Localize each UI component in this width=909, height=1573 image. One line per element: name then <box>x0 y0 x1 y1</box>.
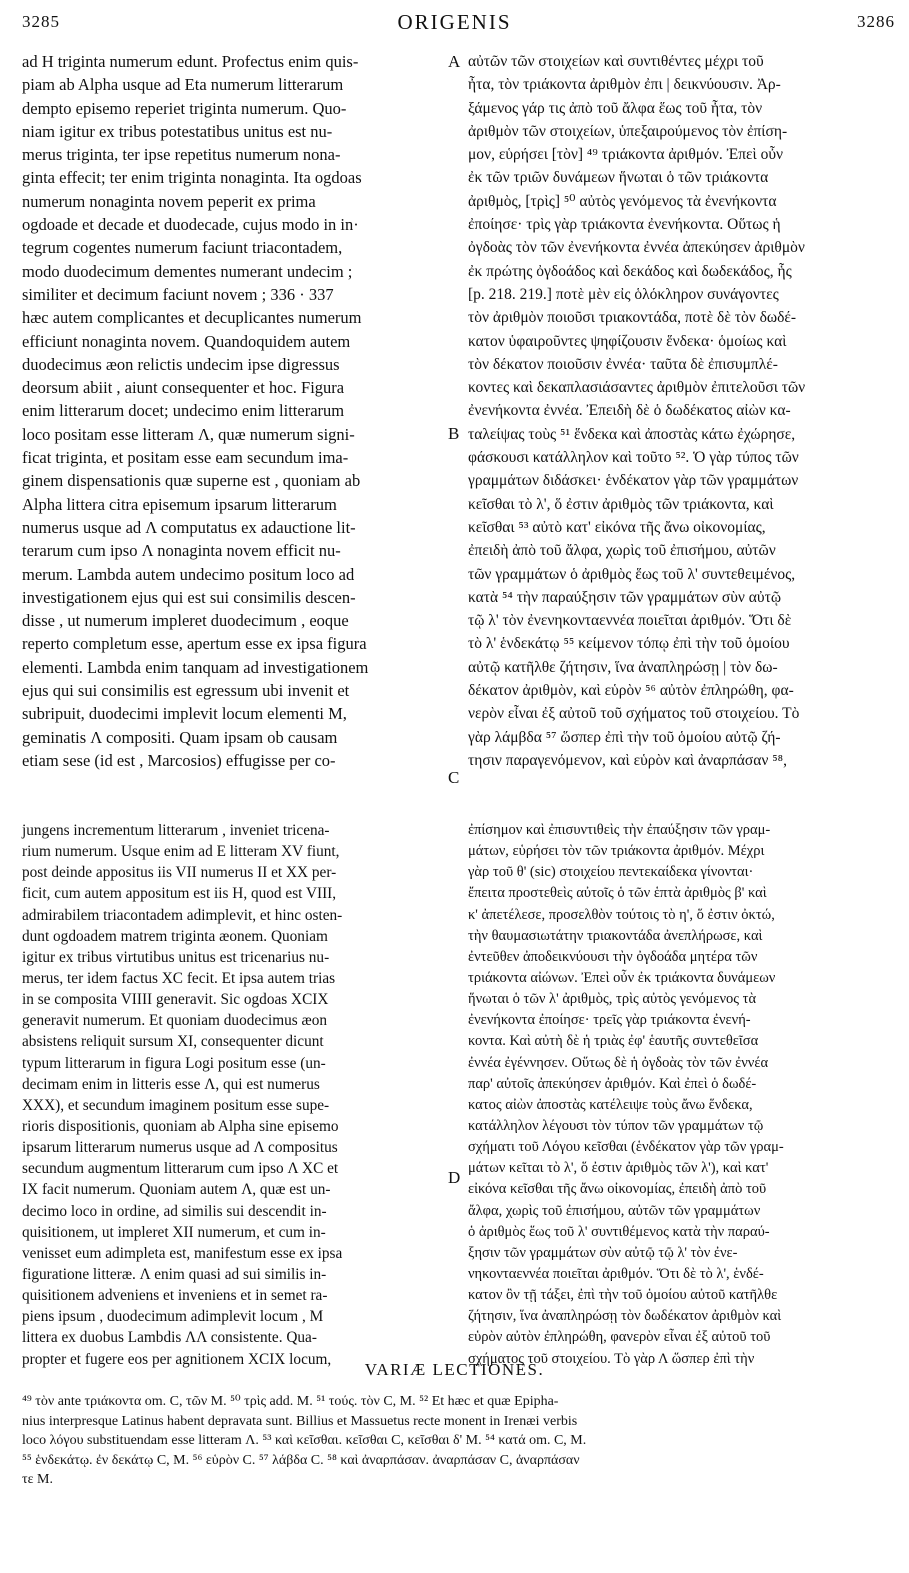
greek-line: ταλείψας τοὺς ⁵¹ ἕνδεκα καὶ ἀποστὰς κάτω ἐχώρησε, <box>468 425 796 443</box>
latin-line: decimam enim in litteris esse Λ, qui est numerus <box>22 1075 320 1093</box>
greek-line: γραμμάτων διδάσκει· ἑνδέκατον γὰρ τῶν γραμμάτων <box>468 472 799 490</box>
latin-line: ficit, cum autem appositum est iis H, quod est VIII, <box>22 885 337 903</box>
greek-line: κατος αἰὼν ἀποστὰς κατέλειψε τοὺς ἄνω ἕνδεκα, <box>468 1096 753 1113</box>
margin-marker-b: B <box>448 424 460 443</box>
latin-line: typum litterarum in figura Logi positum esse (un- <box>22 1054 326 1072</box>
latin-line: in se composita VIIII generavit. Sic ogdoas XCIX <box>22 991 329 1009</box>
greek-line: ἐκ πρώτης ὀγδοάδος καὶ δεκάδος καὶ δωδεκάδος, ἧς <box>468 262 792 280</box>
greek-line: δέκατον ἀριθμὸν, καὶ εὑρὸν ⁵⁶ αὐτὸν ἐπληρώθη, φα- <box>468 682 794 700</box>
latin-line: rioris dispositionis, quoniam ab Alpha sine episemo <box>22 1117 339 1135</box>
latin-line: ginem dispensationis quæ superne est , quoniam ab <box>22 471 361 491</box>
latin-line: IX facit numerum. Quoniam autem Λ, quæ est un- <box>22 1181 331 1199</box>
greek-line: κεῖσθαι τὸ λ', ὅ ἐστιν ἀριθμὸς τῶν τριάκοντα, καὶ <box>468 495 774 513</box>
greek-column-top <box>468 50 896 772</box>
latin-line: niam igitur ex tribus potestatibus unitus est nu- <box>22 121 333 141</box>
latin-line: decimo loco in ordine, ad similis sui descendit in- <box>22 1202 327 1220</box>
latin-line: reperto completum esse, apertum esse ex ipsa figura <box>22 634 367 654</box>
latin-line: duodecimus æon relictis undecim ipse digressus <box>22 354 340 374</box>
latin-line: propter et fugere eos per agnitionem XCIX locum, <box>22 1350 332 1368</box>
greek-line: ἐκ τῶν τριῶν δυνάμεων ἥνωται ὁ τῶν τριάκοντα <box>468 169 769 187</box>
latin-line: enim litterarum docet; undecimo enim litterarum <box>22 401 345 421</box>
greek-line: τῶν γραμμάτων ὁ ἀριθμὸς ἕως τοῦ λ' συντεθειμένος, <box>468 565 796 583</box>
greek-line: αὐτῶν τῶν στοιχείων καὶ συντιθέντες μέχρι τοῦ <box>468 53 764 70</box>
greek-line: ἐννέα ἐγέννησεν. Οὕτως δὲ ἡ ὀγδοὰς τὸν τῶν ἐννέα <box>468 1054 769 1071</box>
greek-line: φάσκουσι κατάλληλον καὶ τοῦτο ⁵². Ὁ γὰρ τύπος τῶν <box>468 449 799 467</box>
greek-line: ζήτησιν, ἵνα ἀναπληρώσῃ τὸν δωδέκατον ἀριθμὸν καὶ <box>468 1308 782 1325</box>
latin-line: figuratione litteræ. Λ enim quasi ad sui similis in- <box>22 1265 327 1283</box>
latin-line: post deinde appositus iis VII numerus II et XX per- <box>22 864 337 882</box>
latin-line: tegrum cogentes numerum faciunt triacontadem, <box>22 238 343 258</box>
greek-line: αὐτῷ κατῆλθε ζήτησιν, ἵνα ἀναπληρώσῃ | τὸν δω- <box>468 658 778 676</box>
latin-line: subripuit, duodecimi implevit locum elementi M, <box>22 704 347 724</box>
latin-line: merus triginta, ter ipse repetitus numerum nona- <box>22 145 341 165</box>
greek-line: ξάμενος γάρ τις ἀπὸ τοῦ ἄλφα ἕως τοῦ ἦτα, τὸν <box>468 99 763 117</box>
latin-line: secundum augmentum litterarum cum ipso Λ XC et <box>22 1160 339 1178</box>
latin-line: deorsum abiit , aiunt consequenter et hoc. Figura <box>22 378 345 398</box>
latin-line: etiam sese (id est , Marcosios) effugisse per co- <box>22 750 336 770</box>
greek-line: ἦτα, τὸν τριάκοντα ἀριθμὸν ἐπι | δεικνύουσιν. Ἀρ- <box>468 76 781 94</box>
greek-line: ὁ ἀριθμὸς ἕως τοῦ λ' συντιθέμενος κατὰ τὴν παραύ- <box>468 1223 770 1240</box>
greek-line: ἀριθμὸν τῶν στοιχείων, ὑπεξαιρούμενος τὸν ἐπίση- <box>468 122 788 140</box>
greek-line: τὸ λ' ἑνδεκάτῳ ⁵⁵ κείμενον τόπῳ ἐπὶ τὴν τοῦ ὁμοίου <box>468 635 790 653</box>
greek-line: ἄλφα, χωρὶς τοῦ ἐπισήμου, αὐτῶν τῶν γραμμάτων <box>468 1202 761 1219</box>
page-number-right: 3286 <box>857 12 895 31</box>
latin-line: efficiunt nonaginta novem. Quandoquidem autem <box>22 331 351 351</box>
greek-line: εὑρὸν αὐτὸν ἐπληρώθη, φανερὸν εἶναι ἐξ αὐτοῦ τοῦ <box>468 1329 771 1346</box>
greek-line: τὴν θαυμασιωτάτην τριακοντάδα ἀνεπλήρωσε, καὶ <box>468 927 763 944</box>
greek-line: ἔπειτα προστεθεὶς αὐτοῖς ὁ τῶν ἑπτὰ ἀριθμὸς β' καὶ <box>468 885 767 902</box>
footnotes <box>22 1392 892 1490</box>
footnote-line: ⁴⁹ τὸν ante τριάκοντα om. C, τῶν M. ⁵⁰ τρὶς add. M. ⁵¹ τούς. τὸν C, M. ⁵² Et hæc et quæ Epipha- <box>22 1394 559 1409</box>
footnote-line: nius interpresque Latinus habent depravata sunt. Billius et Massuetus recte monent in Irenæi verbis <box>22 1413 578 1429</box>
latin-line: hæc autem complicantes et decuplicantes numerum <box>22 308 362 328</box>
footnote-line: τε M. <box>22 1472 53 1487</box>
greek-line: παρ' αὐτοῖς ἀπεκύησεν ἀριθμόν. Καὶ ἐπεὶ ὁ δωδέ- <box>468 1075 757 1092</box>
latin-line: dunt ogdoadem matrem triginta æonem. Quoniam <box>22 927 328 945</box>
margin-marker-d: D <box>448 1168 461 1187</box>
latin-line: ad H triginta numerum edunt. Profectus enim quis- <box>22 52 359 71</box>
greek-line: τὸν δέκατον ποιοῦσιν ἐννέα· ταῦτα δὲ ἐπισυμπλέ- <box>468 355 778 373</box>
latin-line: jungens incrementum litterarum , inveniet tricena- <box>22 822 330 839</box>
latin-line: dempto episemo reperiet triginta numerum. Quo- <box>22 98 347 118</box>
greek-line: νερὸν εἶναι ἐξ αὐτοῦ τοῦ σχήματος τοῦ στοιχείου. Τὸ <box>468 705 800 723</box>
greek-line: κατον ὑφαιροῦντες ψηφίζουσιν ἕνδεκα· ὁμοίως καὶ <box>468 332 787 350</box>
latin-line: elementi. Lambda enim tanquam ad investigationem <box>22 657 369 677</box>
latin-line: loco positam esse litteram Λ, quæ numerum signi- <box>22 424 355 444</box>
variae-lectiones-heading: VARIÆ LECTIONES. <box>364 1360 545 1379</box>
greek-line: κατον ὂν τῇ τάξει, ἐπὶ τὴν τοῦ ὁμοίου αὐτοῦ κατῆλθε <box>468 1287 778 1304</box>
greek-line: ἐντεῦθεν ἀποδεικνύουσι τὴν ὀγδοάδα μητέρα τῶν <box>468 948 758 965</box>
latin-line: XXX), et secundum imaginem positum esse supe- <box>22 1096 330 1114</box>
greek-line: ὀγδοὰς τὸν τῶν ἐνενήκοντα ἐννέα ἀπεκύησεν ἀριθμὸν <box>468 239 805 257</box>
latin-column-top <box>22 50 436 772</box>
latin-line: generavit numerum. Et quoniam duodecimus æon <box>22 1012 328 1030</box>
greek-line: ἐπειδὴ ἀπὸ τοῦ ἄλφα, χωρὶς τοῦ ἐπισήμου, αὐτῶν <box>468 542 776 560</box>
latin-line: ginta effecit; ter enim triginta nonaginta. Ita ogdoas <box>22 168 362 188</box>
latin-line: merus, ter idem factus XC fecit. Et ipsa autem trias <box>22 969 336 987</box>
greek-line: κατάλληλον λέγουσι τὸν τύπον τῶν γραμμάτων τῷ <box>468 1117 764 1134</box>
latin-line: ejus qui sui consimilis est egressum ubi invenit et <box>22 681 350 701</box>
latin-column-bottom <box>22 820 436 1370</box>
greek-line: μον, εὑρήσει [τὸν] ⁴⁹ τριάκοντα ἀριθμόν. Ἐπεὶ οὖν <box>468 146 784 164</box>
footnote-line: ⁵⁵ ἑνδεκάτῳ. ἐν δεκάτῳ C, M. ⁵⁶ εὑρὸν C. ⁵⁷ λάβδα C. ⁵⁸ καὶ ἀναρπάσαν. ἀναρπάσαν C, ἀναρπάσαν <box>22 1452 580 1468</box>
greek-line: μάτων, εὑρήσει τὸν τῶν τριάκοντα ἀριθμόν. Μέχρι <box>468 843 765 860</box>
latin-line: numerum nonaginta novem peperit ex prima <box>22 191 316 211</box>
greek-line: εἰκόνα κεῖσθαι τῆς ἄνω οἰκονομίας, ἐπειδὴ ἀπὸ τοῦ <box>468 1181 767 1198</box>
greek-column-bottom <box>468 820 896 1370</box>
latin-line: investigationem ejus qui est sui consimilis descen- <box>22 587 356 607</box>
greek-line: ἀριθμὸς, [τρὶς] ⁵⁰ αὐτὸς γενόμενος τὰ ἐνενήκοντα <box>468 192 777 210</box>
footnote-line: loco λόγου substituendam esse litteram Λ. ⁵³ καὶ κεῖσθαι. κεῖσθαι C, κεῖσθαι δ' M. ⁵⁴ κατά om. C, M. <box>22 1433 587 1448</box>
greek-line: γὰρ τοῦ θ' (sic) στοιχείου πεντεκαίδεκα γίνονται· <box>468 864 754 881</box>
latin-line: similiter et decimum faciunt novem ; 336 · 337 <box>22 284 334 304</box>
greek-line: κατὰ ⁵⁴ τὴν παραύξησιν τῶν γραμμάτων σὺν αὐτῷ <box>468 588 782 606</box>
latin-line: ogdoade et decade et duodecade, cujus modo in in· <box>22 215 359 235</box>
margin-marker-c: C <box>448 768 460 787</box>
latin-line: piam ab Alpha usque ad Eta numerum litterarum <box>22 75 344 95</box>
latin-line: littera ex duobus Lambdis ΛΛ consistente. Qua- <box>22 1329 317 1347</box>
latin-line: merum. Lambda autem undecimo positum loco ad <box>22 564 355 584</box>
greek-line: γὰρ λάμβδα ⁵⁷ ὥσπερ ἐπὶ τὴν τοῦ ὁμοίου αὐτῷ ζή- <box>468 728 781 746</box>
latin-line: numerus usque ad Λ computatus ex adauctione lit- <box>22 517 356 537</box>
latin-line: modo duodecimum dementes numerant undecim ; <box>22 261 353 281</box>
greek-line: κοντες καὶ δεκαπλασιάσαντες ἀριθμὸν ἐπιτελοῦσι τῶν <box>468 379 806 397</box>
greek-line: ξησιν τῶν γραμμάτων σὺν αὐτῷ τῷ λ' τὸν ἐνε- <box>468 1244 738 1261</box>
latin-line: quisitionem, ut impleret XII numerum, et cum in- <box>22 1223 326 1241</box>
latin-line: rium numerum. Usque enim ad E litteram XV fiunt, <box>22 843 340 861</box>
greek-line: κ' ἀπετέλεσε, προσελθὸν τούτοις τὸ η', ὅ ἐστιν ὀκτώ, <box>468 906 775 923</box>
latin-line: igitur ex tribus virtutibus unitus est tricenarius nu- <box>22 948 330 966</box>
latin-line: venisset eum adimpleta est, manifestum esse ex ipsa <box>22 1244 343 1262</box>
running-title: ORIGENIS <box>397 10 512 34</box>
page-number-left: 3285 <box>22 12 60 31</box>
latin-line: terarum cum ipso Λ nonaginta novem efficit nu- <box>22 541 341 561</box>
greek-line: ἐνενήκοντα ἐννέα. Ἐπειδὴ δὲ ὁ δωδέκατος αἰὼν κα- <box>468 402 791 420</box>
latin-line: Alpha littera citra episemum ipsarum litterarum <box>22 494 337 514</box>
greek-line: [p. 218. 219.] ποτὲ μὲν εἰς ὁλόκληρον συνάγοντες <box>468 285 779 303</box>
greek-line: τησιν παραγενόμενον, καὶ εὑρὸν καὶ ἀναρπάσαν ⁵⁸, <box>468 751 787 769</box>
latin-line: disse , ut numerum impleret duodecimum , eoque <box>22 611 349 631</box>
greek-line: ἐποίησε· τρὶς γὰρ τριάκοντα ἐνενήκοντα. Οὕτως ἡ <box>468 216 781 234</box>
latin-line: piens ipsum , duodecimum adimplevit locum , M <box>22 1308 324 1326</box>
greek-line: τὸν ἀριθμὸν ποιοῦσι τριακοντάδα, ποτὲ δὲ τὸν δωδέ- <box>468 309 797 327</box>
greek-line: ἐνενήκοντα ἐποίησε· τρεῖς γὰρ τριάκοντα ἐνενή- <box>468 1012 751 1029</box>
greek-line: σχήματι τοῦ Λόγου κεῖσθαι (ἑνδέκατον γὰρ τῶν γραμ- <box>468 1139 784 1156</box>
greek-line: τριάκοντα αἰώνων. Ἐπεὶ οὖν ἐκ τριάκοντα δυνάμεων <box>468 969 776 986</box>
latin-line: ipsarum litterarum numerus usque ad Λ compositus <box>22 1139 338 1157</box>
latin-line: quisitionem adveniens et inveniens et in semet ra- <box>22 1287 328 1305</box>
greek-line: ἥνωται ὁ τῶν λ' ἀριθμὸς, τρὶς αὐτὸς γενόμενος τὰ <box>468 991 757 1008</box>
greek-line: ἐπίσημον καὶ ἐπισυντιθεὶς τὴν ἐπαύξησιν τῶν γραμ- <box>468 822 771 838</box>
greek-line: τῷ λ' τὸν ἐνενηκονταεννέα ποιεῖται ἀριθμόν. Ὅτι δὲ <box>468 612 792 630</box>
greek-line: κεῖσθαι ⁵³ αὐτὸ κατ' εἰκόνα τῆς ἄνω οἰκονομίας, <box>468 518 766 536</box>
greek-line: σχήματος τοῦ στοιχείου. Τὸ γὰρ Λ ὥσπερ ἐπὶ τὴν <box>468 1350 755 1367</box>
greek-line: κοντα. Καὶ αὐτὴ δὲ ἡ τριὰς ἐφ' ἑαυτῆς συντεθεῖσα <box>468 1033 759 1050</box>
margin-marker-a: A <box>448 52 461 71</box>
greek-line: νηκονταεννέα ποιεῖται ἀριθμόν. Ὅτι δὲ τὸ λ', ἑνδέ- <box>468 1265 764 1282</box>
latin-line: absistens reliquit sursum XI, consequenter dicunt <box>22 1033 324 1051</box>
latin-line: geminatis Λ compositi. Quam ipsam ob causam <box>22 727 338 747</box>
latin-line: ficat triginta, et positam esse eam secundum ima- <box>22 448 349 468</box>
greek-line: μάτων κεῖται τὸ λ', ὅ ἐστιν ἀριθμὸς τῶν λ'), καὶ κατ' <box>468 1160 769 1177</box>
latin-line: admirabilem triacontadem adimplevit, et hinc osten- <box>22 906 343 924</box>
